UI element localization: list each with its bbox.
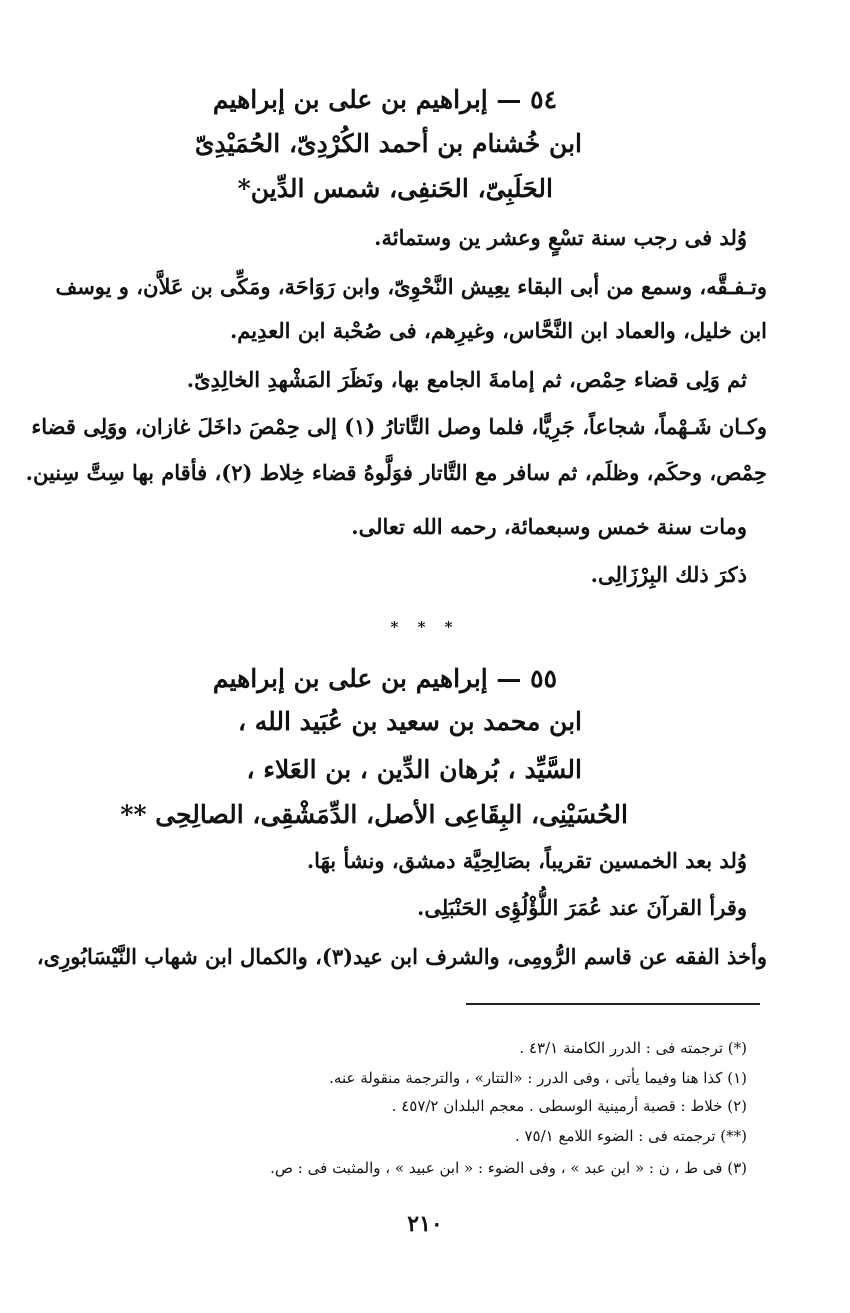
footnote-double-star: (**) ترجمته فى : الضوء اللامع ٧٥/١ . xyxy=(514,1127,747,1145)
entry-54-character-line-1: وكـان شَـهْماً، شجاعاً، جَرِيًّا، فلما وصل التَّاتارُ (١) إلى حِمْصَ داخَلَ غازان، ووَلِى قضاء xyxy=(31,414,767,439)
footnote-star: (*) ترجمته فى : الدرر الكامنة ٤٣/١ . xyxy=(519,1039,747,1057)
entry-55-fiqh-line: وأخذ الفقه عن قاسم الرُّومِى، والشرف ابن عيد(٣)، والكمال ابن شهاب النَّيْسَابُورِى، xyxy=(36,944,767,969)
footnote-1: (١) كذا هنا وفيما يأتى ، وفى الدرر : «التتار» ، والترجمة منقولة عنه. xyxy=(329,1069,747,1087)
entry-54-studies-line-1: وتـفـقَّه، وسمع من أبى البقاء يعِيش النَّحْوِىّ، وابن رَوَاحَة، ومَكِّى بن عَلاَّن، و يوسف xyxy=(55,274,767,299)
footnote-divider xyxy=(466,1003,760,1005)
footnote-3: (٣) فى ط ، ن : « ابن عبد » ، وفى الضوء : « ابن عبيد » ، والمثبت فى : ص. xyxy=(270,1159,747,1177)
footnote-2: (٢) خلاط : قصبة أرمينية الوسطى . معجم البلدان ٤٥٧/٢ . xyxy=(391,1097,747,1115)
entry-54-heading-line-1: ٥٤ — إبراهيم بن على بن إبراهيم xyxy=(212,85,557,114)
entry-54-offices-line: ثم وَلِى قضاء حِمْص، ثم إمامةَ الجامع بها، ونَظَرَ المَشْهدِ الخالِدِىّ. xyxy=(186,367,747,392)
entry-55-birth-line: وُلد بعد الخمسين تقريباً، بصَالِحِيَّة دمشق، ونشأ بهَا. xyxy=(306,848,747,873)
section-separator: * * * xyxy=(390,618,460,636)
entry-54-studies-line-2: ابن خليل، والعماد ابن النَّحَّاس، وغيرِهم، فى صُحْبة ابن العدِيم. xyxy=(230,318,767,343)
entry-54-heading-line-3: الحَلَبِىّ، الحَنفِى، شمس الدِّين* xyxy=(237,174,553,203)
entry-54-birth-line: وُلد فى رجب سنة تسْعٍ وعشر ين وستمائة. xyxy=(374,225,747,250)
entry-54-character-line-2: حِمْص، وحكَم، وظلَم، ثم سافر مع التَّاتار فوَلَّوهُ قضاء خِلاط (٢)، فأقام بها سِتَّ سِنين. xyxy=(25,460,767,485)
entry-55-heading-line-3: السَّيِّد ، بُرهان الدِّين ، بن العَلاء ، xyxy=(246,755,582,784)
entry-55-heading-line-4: الحُسَيْنِى، البِقَاعِى الأصل، الدِّمَشْقِى، الصالِحِى ** xyxy=(120,800,628,829)
entry-54-source-line: ذكرَ ذلك البِرْزَالِى. xyxy=(590,562,747,587)
entry-55-quran-line: وقرأ القرآنَ عند عُمَرَ اللُّؤْلُؤِى الحَنْبَلِى. xyxy=(417,895,747,920)
page-number: ٢١٠ xyxy=(407,1211,443,1237)
entry-55-heading-line-1: ٥٥ — إبراهيم بن على بن إبراهيم xyxy=(212,664,557,693)
entry-54-death-line: ومات سنة خمس وسبعمائة، رحمه الله تعالى. xyxy=(351,514,747,539)
entry-54-heading-line-2: ابن خُشنام بن أحمد الكُرْدِىّ، الحُمَيْدِىّ xyxy=(194,129,582,158)
entry-55-heading-line-2: ابن محمد بن سعيد بن عُبَيد الله ، xyxy=(237,707,582,736)
